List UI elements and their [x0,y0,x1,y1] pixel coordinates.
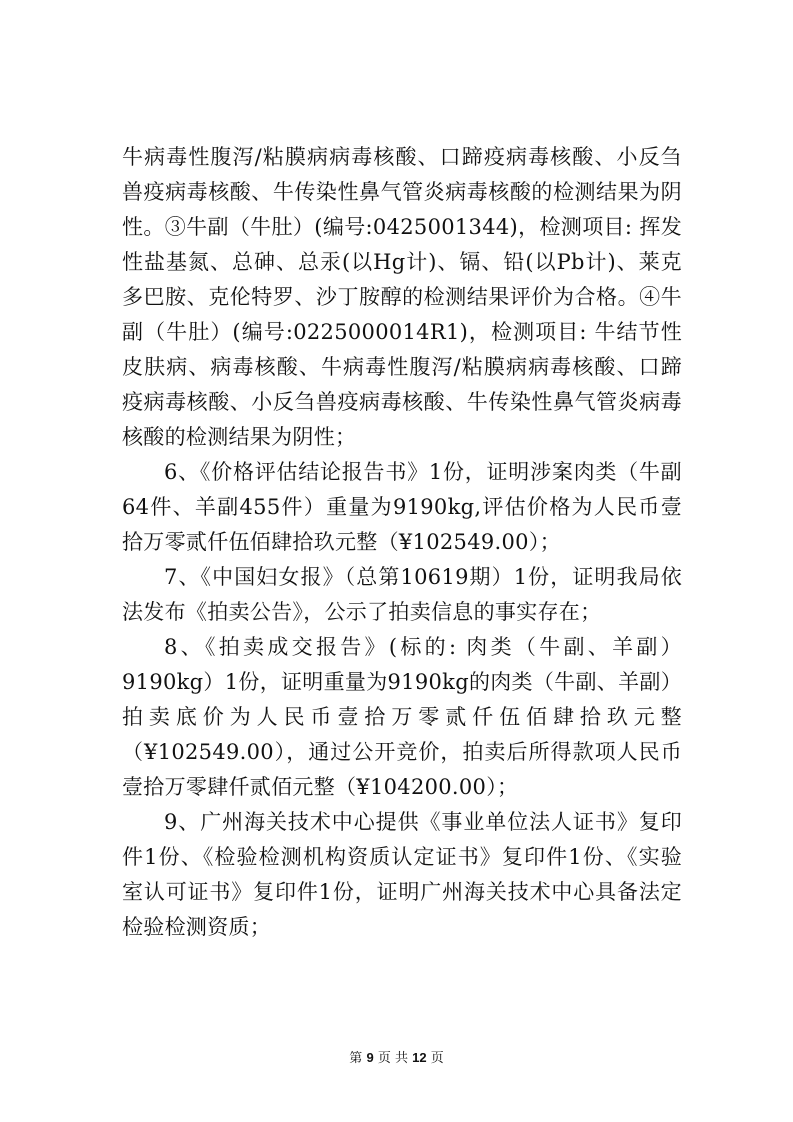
paragraph-continuation: 牛病毒性腹泻/粘膜病病毒核酸、口蹄疫病毒核酸、小反刍兽疫病毒核酸、牛传染性鼻气管炎病毒核酸的检测结果为阴性。③牛副（牛肚）(编号:0425001344)，检测项目: 挥发性盐基氮、总砷、总汞(以Hg计)、镉、铅(以Pb计)、莱克多巴胺、克伦特罗、沙丁胺醇的检测结果评价为合格。④牛副（牛肚）(编号:0225000014R1)，检测项目: 牛结节性皮肤病、病毒核酸、牛病毒性腹泻/粘膜病病毒核酸、口蹄疫病毒核酸、小反刍兽疫病毒核酸、牛传染性鼻气管炎病毒核酸的检测结果为阴性； [122,145,682,449]
paragraph-item-7: 7、《中国妇女报》（总第10619期）1份，证明我局依法发布《拍卖公告》，公示了拍卖信息的事实存在； [122,565,682,624]
footer-suffix: 页 [430,1051,444,1066]
footer-mid: 页 共 [377,1051,408,1066]
footer-prefix: 第 [349,1051,363,1066]
document-body [122,140,682,945]
page-footer [0,1047,793,1066]
footer-total-pages: 12 [412,1050,427,1065]
paragraph-item-8: 8、《拍卖成交报告》(标的: 肉类（牛副、羊副）9190kg）1份，证明重量为9190kg的肉类（牛副、羊副）拍卖底价为人民币壹拾万零贰仟伍佰肆拾玖元整（¥102549.00），通过公开竞价，拍卖后所得款项人民币壹拾万零肆仟贰佰元整（¥104200.00）； [122,635,682,799]
paragraph-item-6: 6、《价格评估结论报告书》1份，证明涉案肉类（牛副64件、羊副455件）重量为9190kg,评估价格为人民币壹拾万零贰仟伍佰肆拾玖元整（¥102549.00）； [122,460,682,554]
footer-page-number: 9 [366,1050,374,1065]
paragraph-item-9: 9、广州海关技术中心提供《事业单位法人证书》复印件1份、《检验检测机构资质认定证书》复印件1份、《实验室认可证书》复印件1份，证明广州海关技术中心具备法定检验检测资质； [122,810,682,939]
